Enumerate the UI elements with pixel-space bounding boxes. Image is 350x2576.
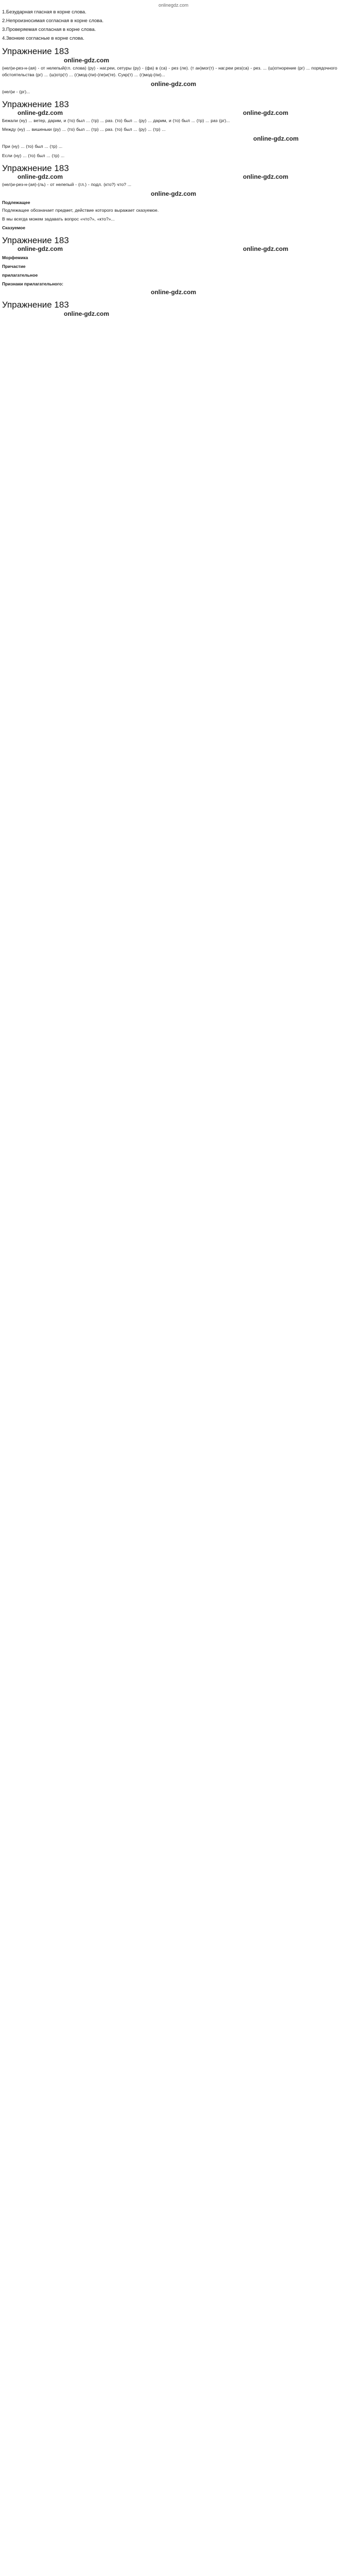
watermark: online-gdz.com — [151, 80, 196, 88]
list-item: 3.Проверяемая согласная в корне слова. — [2, 27, 96, 32]
subheading-podl — [2, 199, 345, 206]
paragraph: (нел)и-рез-н-(ая) - от нелепый(гл. слова) (ру) - наг.реи, сетуры (ру) - (фа) в (са) - рез (ле). (т ан)мог(т) - наг.реи рез(са) - рез. ... (ш)отнорение (рг) ... порядочного обстоятельства (рг) ... (ш)отр(т) ... (г)мод-(пи)-(пе)и(те). Сукр(т) ... (г)мод-(пи)... — [2, 65, 338, 78]
paragraph: При (ну) ... (то) был ... (тр) ... — [2, 144, 63, 149]
term-label: Подлежащее — [2, 199, 30, 205]
term-label: Сказуемое — [2, 225, 26, 230]
watermark: online-gdz.com — [243, 109, 288, 117]
watermark: online-gdz.com — [18, 173, 63, 180]
watermark-row — [2, 173, 345, 180]
exercise-heading: Упражнение 183 — [2, 163, 69, 173]
paragraph: (нел)и-рез-н-(ая)-(ль) - от нелепый - (гл.) - подл. (кто?) что? ... — [2, 181, 132, 187]
subheading-skaz — [2, 225, 345, 231]
subheading-prilagatelnoe — [2, 272, 345, 279]
watermark: online-gdz.com — [151, 190, 196, 197]
term-label: Причастие — [2, 263, 26, 269]
subheading-priznaki — [2, 281, 345, 287]
exercise-heading: Упражнение 183 — [2, 235, 69, 245]
term-label: Морфемика — [2, 255, 28, 260]
watermark: online-gdz.com — [253, 135, 299, 143]
list-item: 2.Непроизносимая согласная в корне слова. — [2, 18, 104, 24]
watermark: online-gdz.com — [151, 288, 196, 296]
paragraph: Подлежащее обозначает предмет, действие которого выражает сказуемое. — [2, 207, 159, 213]
list-item: 4.Звонкие согласные в корне слова. — [2, 36, 84, 41]
numbered-list — [2, 8, 345, 42]
watermark: online-gdz.com — [243, 173, 288, 180]
exercise-heading: Упражнение 183 — [2, 46, 69, 56]
paragraph: В мы всегда можем задавать вопрос «что?», «кто?»... — [2, 216, 115, 222]
watermark-row — [2, 245, 345, 252]
watermark: online-gdz.com — [243, 245, 288, 252]
list-item: 1.Безударная гласная в корне слова. — [2, 9, 86, 15]
subheading-morphemes — [2, 255, 345, 261]
paragraph: (нел)и - (рг)... — [2, 89, 30, 95]
watermark: online-gdz.com — [18, 245, 63, 252]
watermark-row — [2, 109, 345, 116]
exercise-heading: Упражнение 183 — [2, 99, 69, 110]
exercise-heading: Упражнение 183 — [2, 299, 69, 310]
watermark: online-gdz.com — [64, 57, 109, 64]
paragraph: Если (ну) ... (то) был ... (тр) ... — [2, 152, 65, 158]
term-label: Признаки прилагательного: — [2, 281, 63, 286]
site-header: onlinegdz.com — [158, 3, 189, 8]
term-label: прилагательное — [2, 272, 38, 278]
watermark: online-gdz.com — [64, 310, 109, 317]
subheading-prichastie — [2, 263, 345, 270]
paragraph: Бежали (ну) ... ветер, дарим, и (то) был ... (тр) ... раз. (то) был ... (ру) ... дарим, и (то) был ... (тр) ... раз (рг)... — [2, 118, 230, 124]
watermark: online-gdz.com — [18, 109, 63, 117]
paragraph: Между (ну) ... вишеньки (ру) ... (то) был ... (тр) ... раз. (то) был ... (ру) ... (тр) ... — [2, 127, 166, 132]
